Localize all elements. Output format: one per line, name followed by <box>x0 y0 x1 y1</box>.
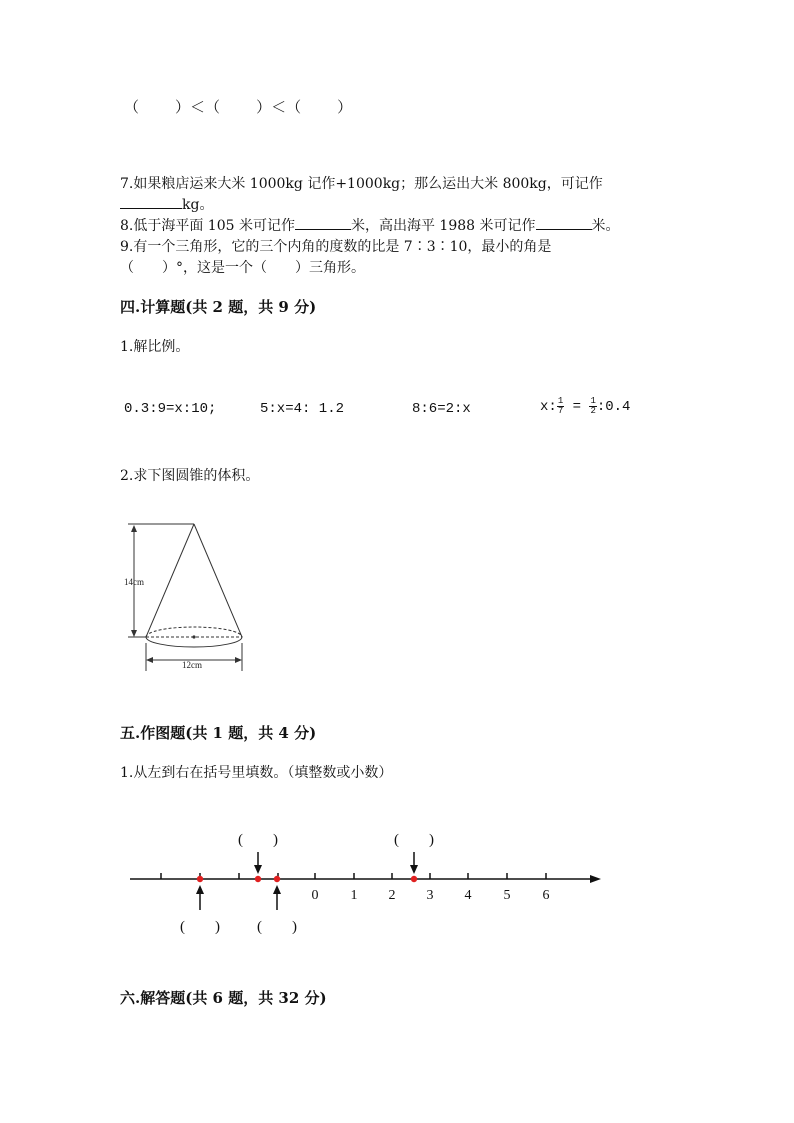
eq4-suffix: :0.4 <box>596 399 631 416</box>
tick-label: 2 <box>388 888 396 903</box>
question-7-line1: 7.如果粮店运来大米 1000kg 记作+1000kg；那么运出大米 800kg，可记作 <box>120 176 603 192</box>
section-4-q2-label: 2.求下图圆锥的体积。 <box>120 468 260 484</box>
tick-label: 5 <box>503 888 511 903</box>
cone-figure <box>118 515 258 675</box>
equation-1: 0.3:9=x:10; <box>124 401 217 417</box>
tick-label: 4 <box>464 888 472 903</box>
section-5-title: 五.作图题(共 1 题，共 4 分) <box>120 724 317 742</box>
tick-label: 3 <box>426 888 434 903</box>
section-4-title: 四.计算题(共 2 题，共 9 分) <box>120 298 317 316</box>
answer-blank[interactable] <box>120 196 182 209</box>
cone-diameter-label: 12cm <box>182 660 202 670</box>
paren-close: ） <box>256 98 272 116</box>
point-marker <box>197 876 203 882</box>
tick-label: 0 <box>311 888 319 903</box>
paren-close: ） <box>175 98 191 116</box>
arrow-down-icon <box>254 865 262 874</box>
section-5-q1-label: 1.从左到右在括号里填数。（填整数或小数） <box>120 765 393 781</box>
tick-label: 1 <box>350 888 358 903</box>
eq4-equals: = <box>564 399 590 416</box>
answer-paren: ( ) <box>238 832 278 848</box>
axis-arrow-icon <box>590 875 601 883</box>
question-7-line2 <box>120 194 213 214</box>
answer-blank[interactable] <box>536 217 592 230</box>
question-9-line2: （ ）°，这是一个（ ）三角形。 <box>120 260 365 276</box>
paren-open: （ <box>205 98 221 116</box>
less-than: ＜ <box>271 98 287 116</box>
answer-paren: ( ) <box>257 919 297 935</box>
less-than: ＜ <box>190 98 206 116</box>
number-line-figure <box>125 820 605 945</box>
equation-2: 5:x=4: 1.2 <box>260 401 345 417</box>
paren-close: ） <box>337 98 353 116</box>
eq4-prefix: x: <box>540 399 557 416</box>
ordering-line <box>124 96 352 117</box>
equation-4 <box>540 397 630 416</box>
question-8 <box>120 215 620 235</box>
point-marker <box>255 876 261 882</box>
question-8-part1: 8.低于海平面 105 米可记作 <box>120 218 295 234</box>
question-8-part2: 米，高出海平 1988 米可记作 <box>350 218 536 234</box>
arrow-down-icon <box>410 865 418 874</box>
point-marker <box>274 876 280 882</box>
question-8-part3: 米。 <box>591 218 620 234</box>
equation-3: 8:6=2:x <box>412 401 471 417</box>
fraction-one-seventh: $\frac{1}{7}$ <box>557 396 564 416</box>
answer-paren: ( ) <box>180 919 220 935</box>
cone-height-label: 14cm <box>124 577 144 587</box>
section-4-q1-label: 1.解比例。 <box>120 339 190 355</box>
question-9-line1: 9.有一个三角形，它的三个内角的度数的比是 7∶3∶10，最小的角是 <box>120 239 552 255</box>
question-7-suffix: kg。 <box>182 197 214 213</box>
paren-open: （ <box>286 98 302 116</box>
section-6-title: 六.解答题(共 6 题，共 32 分) <box>120 989 327 1007</box>
answer-blank[interactable] <box>295 217 351 230</box>
arrow-up-icon <box>196 885 204 894</box>
arrow-up-icon <box>273 885 281 894</box>
paren-open: （ <box>124 98 140 116</box>
fraction-one-half: $\frac{1}{2}$ <box>590 396 596 416</box>
point-marker <box>411 876 417 882</box>
tick-label: 6 <box>542 888 550 903</box>
answer-paren: ( ) <box>394 832 434 848</box>
